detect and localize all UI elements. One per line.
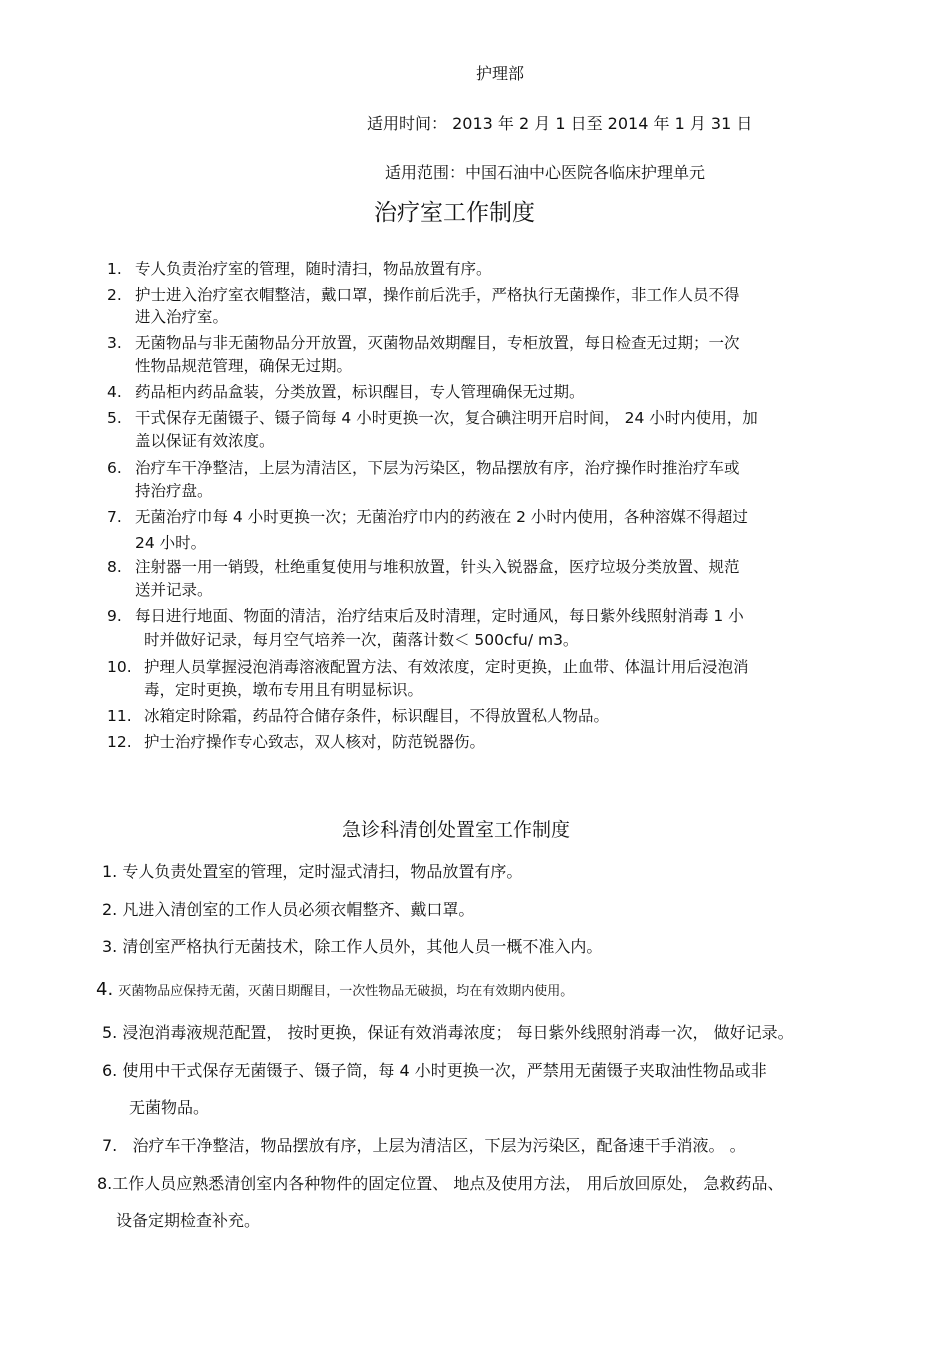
item-text-continued: 设备定期检查补充。 (116, 1211, 261, 1230)
list-item (102, 1023, 794, 1043)
item-text: 清创室严格执行无菌技术，除工作人员外，其他人员一概不准入内。 (122, 937, 603, 956)
list-item (107, 331, 740, 355)
item-text: 治疗车干净整洁，上层为清洁区，下层为污染区，物品摆放有序，治疗操作时推治疗车或 (135, 459, 740, 477)
item-number: 9. (107, 607, 122, 625)
item-text-continued: 性物品规范管理，确保无过期。 (135, 357, 353, 375)
item-number: 10. (107, 658, 132, 676)
item-number: 11. (107, 707, 132, 725)
item-text-continued: 24 小时。 (135, 534, 207, 552)
item-text: 工作人员应熟悉清创室内各种物件的固定位置、 地点及使用方法， 用后放回原处， 急救药品、 (112, 1174, 784, 1193)
item-text-continued: 送并记录。 (135, 581, 213, 599)
list-item (102, 937, 602, 957)
list-item (107, 406, 758, 430)
item-text: 护理人员掌握浸泡消毒溶液配置方法、有效浓度，定时更换，止血带、体温计用后浸泡消 (144, 658, 749, 676)
item-number: 4. (107, 383, 122, 401)
item-text: 无菌物品与非无菌物品分开放置，灭菌物品效期醒目，专柜放置，每日检查无过期；一次 (135, 334, 740, 352)
item-text: 治疗车干净整洁，物品摆放有序，上层为清洁区，下层为污染区，配备速干手消液。 。 (132, 1136, 746, 1155)
list-item (102, 1136, 746, 1156)
item-text: 护士进入治疗室衣帽整洁，戴口罩，操作前后洗手，严格执行无菌操作，非工作人员不得 (135, 286, 740, 304)
item-text: 浸泡消毒液规范配置， 按时更换，保证有效消毒浓度； 每日紫外线照射消毒一次， 做好记录。 (122, 1023, 794, 1042)
item-number: 3. (102, 937, 118, 956)
item-number: 6. (102, 1061, 118, 1080)
item-text: 灭菌物品应保持无菌，灭菌日期醒目，一次性物品无破损，均在有效期内使用。 (118, 984, 574, 999)
section2-title: 急诊科清创处置室工作制度 (342, 819, 571, 841)
item-text-continued: 盖以保证有效浓度。 (135, 432, 275, 450)
list-item (107, 283, 740, 307)
item-text: 每日进行地面、物面的清洁，治疗结束后及时清理，定时通风，每日紫外线照射消毒 1 小 (135, 607, 744, 625)
item-text: 无菌治疗巾每 4 小时更换一次；无菌治疗巾内的药液在 2 小时内使用，各种溶媒不得超过 (135, 508, 748, 526)
item-text: 冰箱定时除霜，药品符合储存条件，标识醒目，不得放置私人物品。 (144, 707, 610, 725)
item-text-continued: 持治疗盘。 (135, 482, 213, 500)
list-item (102, 900, 474, 920)
valid-time-text: 适用时间： 2013 年 2 月 1 日至 2014 年 1 月 31 日 (367, 114, 753, 133)
item-number: 7. (107, 508, 122, 526)
item-text: 使用中干式保存无菌镊子、镊子筒，每 4 小时更换一次，严禁用无菌镊子夹取油性物品或非 (122, 1061, 767, 1080)
section1-title: 治疗室工作制度 (374, 200, 535, 226)
item-number: 5. (107, 409, 122, 427)
item-text: 注射器一用一销毁，杜绝重复使用与堆积放置，针头入锐器盒，医疗垃圾分类放置、规范 (135, 558, 740, 576)
item-text-continued: 时并做好记录，每月空气培养一次，菌落计数＜ 500cfu/ m3。 (144, 631, 579, 649)
list-item (97, 1174, 784, 1194)
item-number: 3. (107, 334, 122, 352)
department-label: 护理部 (476, 64, 525, 83)
list-item (107, 730, 485, 754)
item-text: 专人负责处置室的管理，定时湿式清扫，物品放置有序。 (122, 862, 523, 881)
item-number: 12. (107, 733, 132, 751)
list-item (107, 704, 609, 728)
item-number: 2. (107, 286, 122, 304)
item-number: 6. (107, 459, 122, 477)
item-text-continued: 进入治疗室。 (135, 308, 229, 326)
item-number: 1. (107, 260, 122, 278)
list-item (107, 555, 740, 579)
item-number: 7. (102, 1136, 118, 1155)
item-text-continued: 无菌物品。 (129, 1098, 210, 1117)
item-number: 1. (102, 862, 118, 881)
item-text: 专人负责治疗室的管理，随时清扫，物品放置有序。 (135, 260, 492, 278)
list-item (107, 604, 744, 628)
item-text: 药品柜内药品盒装，分类放置，标识醒目，专人管理确保无过期。 (135, 383, 585, 401)
list-item (102, 862, 522, 882)
item-text: 凡进入清创室的工作人员必须衣帽整齐、戴口罩。 (122, 900, 475, 919)
item-number: 4. (96, 979, 114, 1000)
item-text-continued: 毒，定时更换，墩布专用且有明显标识。 (144, 681, 424, 699)
list-item (107, 655, 749, 679)
item-number: 8. (97, 1174, 113, 1193)
list-item (107, 380, 585, 404)
list-item (107, 456, 740, 480)
list-item (96, 980, 573, 1002)
item-number: 2. (102, 900, 118, 919)
list-item (107, 257, 492, 281)
item-number: 8. (107, 558, 122, 576)
list-item (102, 1061, 767, 1081)
list-item (107, 505, 748, 529)
item-text: 干式保存无菌镊子、镊子筒每 4 小时更换一次，复合碘注明开启时间， 24 小时内使用，加 (135, 409, 758, 427)
item-number: 5. (102, 1023, 118, 1042)
scope-text: 适用范围：中国石油中心医院各临床护理单元 (385, 163, 706, 182)
item-text: 护士治疗操作专心致志，双人核对，防范锐器伤。 (144, 733, 486, 751)
